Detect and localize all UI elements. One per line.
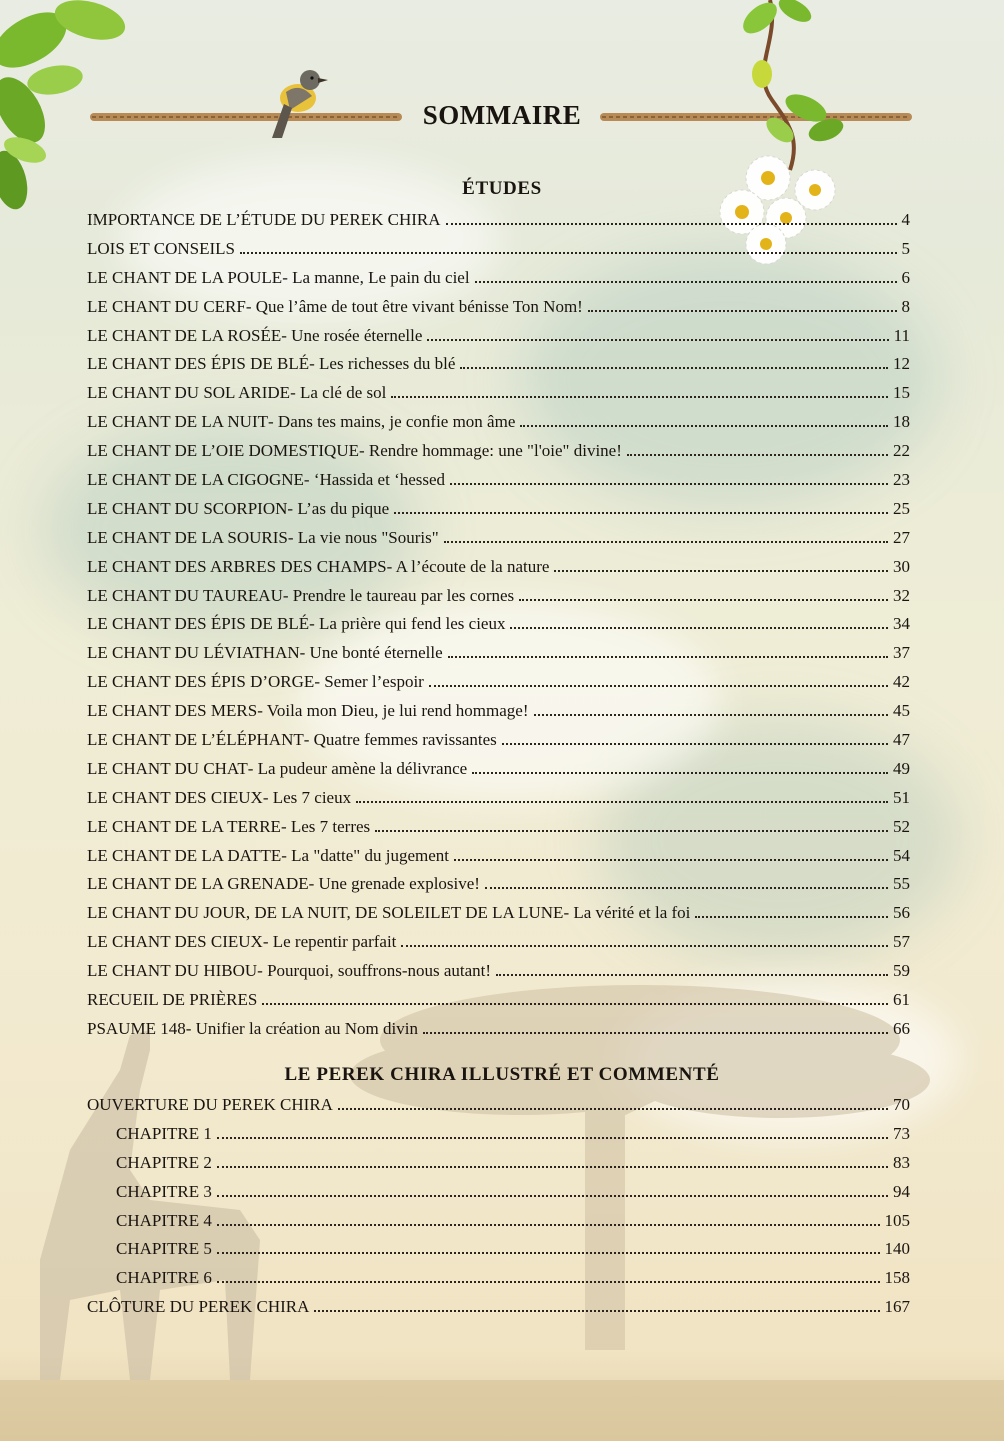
toc-entry-page-number: 30 xyxy=(893,556,910,576)
dot-leader xyxy=(460,367,888,369)
dot-leader xyxy=(217,1137,888,1139)
toc-entry-page-number: 61 xyxy=(893,990,910,1010)
dot-leader xyxy=(217,1281,880,1283)
toc-entry-subtitle: - Une bonté éternelle xyxy=(299,643,443,663)
toc-entry[interactable] xyxy=(87,1268,910,1297)
toc-entry-subtitle: - Dans tes mains, je confie mon âme xyxy=(268,412,516,432)
toc-entry[interactable] xyxy=(87,990,910,1019)
dot-leader xyxy=(375,830,888,832)
toc-entry-title: LE CHANT DES ARBRES DES CHAMPS xyxy=(87,556,387,576)
toc-entry[interactable] xyxy=(87,1095,910,1124)
toc-entry[interactable] xyxy=(87,268,910,297)
toc-entry-page-number: 18 xyxy=(893,412,910,432)
toc-entry-subtitle: - La manne, Le pain du ciel xyxy=(282,267,470,287)
toc-entry[interactable] xyxy=(87,701,910,730)
toc-entry-title: LE CHANT DE LA NUIT xyxy=(87,412,268,432)
toc-entry-page-number: 52 xyxy=(893,816,910,836)
toc-entry[interactable] xyxy=(87,846,910,875)
toc-entry[interactable] xyxy=(87,730,910,759)
toc-entry-page-number: 23 xyxy=(893,470,910,490)
dot-leader xyxy=(627,454,888,456)
toc-entry-page-number: 56 xyxy=(893,903,910,923)
dot-leader xyxy=(510,627,888,629)
toc-entry-page-number: 11 xyxy=(893,325,910,345)
toc-entry-title: PSAUME 148 xyxy=(87,1018,186,1038)
toc-entry-title: LE CHANT DU LÉVIATHAN xyxy=(87,643,300,663)
vine-top-right xyxy=(738,0,847,170)
dot-leader xyxy=(240,252,897,254)
toc-entry-subtitle: - La clé de sol xyxy=(290,383,387,403)
toc-entry-page-number: 94 xyxy=(893,1181,910,1201)
toc-entry[interactable] xyxy=(87,1182,910,1211)
toc-entry-page-number: 105 xyxy=(884,1210,910,1230)
toc-entry[interactable] xyxy=(87,1297,910,1326)
toc-entry-subtitle: - A l’écoute de la nature xyxy=(386,556,550,576)
toc-entry[interactable] xyxy=(87,788,910,817)
dot-leader xyxy=(401,945,888,947)
toc-entry-page-number: 54 xyxy=(893,845,910,865)
toc-entry-subtitle: - La pudeur amène la délivrance xyxy=(247,758,468,778)
toc-entry-page-number: 4 xyxy=(901,210,910,229)
dot-leader xyxy=(217,1195,888,1197)
dot-leader xyxy=(485,887,888,889)
dot-leader xyxy=(695,916,888,918)
toc-entry-title: LOIS ET CONSEILS xyxy=(87,238,235,258)
toc-entry[interactable] xyxy=(87,383,910,412)
toc-entry-title: LE CHANT DE LA TERRE xyxy=(87,816,281,836)
toc-entry[interactable] xyxy=(87,672,910,701)
toc-entry-title: LE CHANT DE LA GRENADE xyxy=(87,874,309,894)
toc-entry-subtitle: - Les 7 terres xyxy=(280,816,371,836)
toc-entry-title: LE CHANT DE L’OIE DOMESTIQUE xyxy=(87,441,359,461)
toc-entry-page-number: 37 xyxy=(893,643,910,663)
dot-leader xyxy=(391,396,888,398)
toc-entry-subtitle: - Quatre femmes ravissantes xyxy=(303,730,497,750)
toc-entry[interactable] xyxy=(87,1211,910,1240)
toc-entry-title: LE CHANT DU TAUREAU xyxy=(87,585,283,605)
dot-leader xyxy=(217,1224,880,1226)
toc-entry-title: LE CHANT DES CIEUX xyxy=(87,787,263,807)
dot-leader xyxy=(448,656,888,658)
toc-entry-title: LE CHANT DU CERF xyxy=(87,296,246,316)
dot-leader xyxy=(217,1166,888,1168)
toc-entry[interactable] xyxy=(87,210,910,239)
page-title: SOMMAIRE xyxy=(422,100,582,130)
dot-leader xyxy=(450,483,888,485)
dot-leader xyxy=(520,425,888,427)
toc-entry-subtitle: - ‘Hassida et ‘hessed xyxy=(303,470,446,490)
toc-entry-title: LE CHANT DE LA ROSÉE xyxy=(87,325,282,345)
toc-entry-page-number: 25 xyxy=(893,498,910,518)
dot-leader xyxy=(338,1108,888,1110)
toc-entry-title: LE CHANT DU JOUR, DE LA NUIT, DE SOLEILET DE LA LUNE xyxy=(87,903,564,923)
dot-leader xyxy=(519,599,888,601)
toc-entry-title: LE CHANT DU SOL ARIDE xyxy=(87,383,291,403)
toc-entry[interactable] xyxy=(87,586,910,615)
toc-entry-title: LE CHANT DE LA SOURIS xyxy=(87,527,288,547)
toc-entry[interactable] xyxy=(87,412,910,441)
toc-entry-page-number: 12 xyxy=(893,354,910,374)
section-heading-perek-chira: LE PEREK CHIRA ILLUSTRÉ ET COMMENTÉ xyxy=(284,1064,720,1085)
toc-entry-page-number: 45 xyxy=(893,701,910,721)
toc-entry-page-number: 66 xyxy=(893,1018,910,1038)
dot-leader xyxy=(394,512,888,514)
toc-entry-subtitle: - Une rosée éternelle xyxy=(281,325,423,345)
section-heading-etudes: ÉTUDES xyxy=(462,178,542,199)
toc-entry-subtitle: - La vérité et la foi xyxy=(563,903,691,923)
toc-entry-page-number: 22 xyxy=(893,441,910,461)
toc-entry-title: CLÔTURE DU PEREK CHIRA xyxy=(87,1297,310,1317)
toc-entry-title: CHAPITRE 2 xyxy=(116,1152,212,1172)
toc-entry-subtitle: - La vie nous "Souris" xyxy=(287,527,439,547)
toc-entry-subtitle: - Le repentir parfait xyxy=(262,932,397,952)
toc-entry-title: CHAPITRE 4 xyxy=(116,1210,212,1230)
dot-leader xyxy=(427,339,888,341)
toc-entry-page-number: 51 xyxy=(893,787,910,807)
toc-entry-page-number: 49 xyxy=(893,758,910,778)
dot-leader xyxy=(446,223,897,225)
toc-entry-subtitle: - Les 7 cieux xyxy=(262,787,352,807)
toc-entry[interactable] xyxy=(87,297,910,326)
toc-entry-subtitle: - Prendre le taureau par les cornes xyxy=(282,585,515,605)
toc-entry-page-number: 158 xyxy=(884,1268,910,1288)
toc-entry-title: LE CHANT DU HIBOU xyxy=(87,961,258,981)
toc-entry-page-number: 32 xyxy=(893,585,910,605)
toc-entry-page-number: 15 xyxy=(893,383,910,403)
toc-entry-subtitle: - Unifier la création au Nom divin xyxy=(185,1018,418,1038)
toc-entry-page-number: 47 xyxy=(893,730,910,750)
dot-leader xyxy=(444,541,888,543)
toc-entry-subtitle: - Que l’âme de tout être vivant bénisse Ton Nom! xyxy=(245,296,583,316)
toc-entry-page-number: 55 xyxy=(893,874,910,894)
dot-leader xyxy=(314,1310,879,1312)
toc-list-etudes xyxy=(87,210,910,1048)
toc-entry[interactable] xyxy=(87,874,910,903)
toc-entry-title: IMPORTANCE DE L’ÉTUDE DU PEREK CHIRA xyxy=(87,210,441,229)
toc-entry[interactable] xyxy=(87,354,910,383)
toc-entry[interactable] xyxy=(87,643,910,672)
toc-entry-subtitle: - Pourquoi, souffrons-nous autant! xyxy=(257,961,492,981)
dot-leader xyxy=(554,570,888,572)
toc-entry-title: LE CHANT DE LA POULE xyxy=(87,267,283,287)
toc-entry-subtitle: - La "datte" du jugement xyxy=(281,845,450,865)
dot-leader xyxy=(588,310,897,312)
toc-entry-page-number: 6 xyxy=(901,267,910,287)
toc-entry[interactable] xyxy=(87,441,910,470)
toc-entry-page-number: 34 xyxy=(893,614,910,634)
toc-entry-subtitle: - La prière qui fend les cieux xyxy=(309,614,506,634)
toc-entry-page-number: 5 xyxy=(901,238,910,258)
toc-entry[interactable] xyxy=(87,470,910,499)
toc-entry-page-number: 167 xyxy=(884,1297,910,1317)
toc-entry-title: LE CHANT DE L’ÉLÉPHANT xyxy=(87,730,304,750)
toc-entry[interactable] xyxy=(87,903,910,932)
toc-entry[interactable] xyxy=(87,1239,910,1268)
toc-entry-subtitle: - Voila mon Dieu, je lui rend hommage! xyxy=(257,701,529,721)
toc-entry-title: LE CHANT DU SCORPION xyxy=(87,498,288,518)
toc-entry-title: CHAPITRE 1 xyxy=(116,1123,212,1143)
toc-entry-subtitle: - Les richesses du blé xyxy=(309,354,456,374)
toc-entry-title: CHAPITRE 6 xyxy=(116,1268,212,1288)
toc-entry-page-number: 27 xyxy=(893,527,910,547)
toc-entry[interactable] xyxy=(87,932,910,961)
toc-entry[interactable] xyxy=(87,961,910,990)
dot-leader xyxy=(502,743,888,745)
toc-entry[interactable] xyxy=(87,528,910,557)
toc-entry-title: LE CHANT DU CHAT xyxy=(87,758,248,778)
toc-entry-title: LE CHANT DES CIEUX xyxy=(87,932,263,952)
toc-entry-title: LE CHANT DES ÉPIS D’ORGE xyxy=(87,672,315,692)
dot-leader xyxy=(217,1252,880,1254)
toc-list-perek-chira xyxy=(87,1095,910,1326)
toc-entry[interactable] xyxy=(87,614,910,643)
toc-entry-page-number: 73 xyxy=(893,1123,910,1143)
toc-entry-page-number: 83 xyxy=(893,1152,910,1172)
toc-entry-title: LE CHANT DES ÉPIS DE BLÉ xyxy=(87,354,310,374)
toc-entry[interactable] xyxy=(87,557,910,586)
dot-leader xyxy=(429,685,888,687)
dot-leader xyxy=(475,281,897,283)
toc-entry-title: LE CHANT DES ÉPIS DE BLÉ xyxy=(87,614,310,634)
toc-entry-subtitle: - Semer l’espoir xyxy=(314,672,424,692)
toc-entry-page-number: 140 xyxy=(884,1239,910,1259)
dot-leader xyxy=(454,859,888,861)
toc-entry-title: LE CHANT DES MERS xyxy=(87,701,258,721)
dot-leader xyxy=(496,974,888,976)
toc-entry[interactable] xyxy=(87,1153,910,1182)
toc-entry[interactable] xyxy=(87,499,910,528)
toc-entry-page-number: 57 xyxy=(893,932,910,952)
toc-entry-title: RECUEIL DE PRIÈRES xyxy=(87,990,258,1010)
toc-entry-title: OUVERTURE DU PEREK CHIRA xyxy=(87,1095,333,1114)
dot-leader xyxy=(356,801,888,803)
toc-entry-title: CHAPITRE 3 xyxy=(116,1181,212,1201)
toc-entry-subtitle: - L’as du pique xyxy=(287,498,390,518)
toc-entry-page-number: 8 xyxy=(901,296,910,316)
toc-entry[interactable] xyxy=(87,1019,910,1048)
toc-entry-subtitle: - Une grenade explosive! xyxy=(308,874,480,894)
toc-entry[interactable] xyxy=(87,759,910,788)
toc-entry-title: LE CHANT DE LA DATTE xyxy=(87,845,282,865)
toc-entry-title: LE CHANT DE LA CIGOGNE xyxy=(87,470,304,490)
toc-entry[interactable] xyxy=(87,1124,910,1153)
dot-leader xyxy=(472,772,888,774)
toc-entry-page-number: 42 xyxy=(893,672,910,692)
toc-entry-subtitle: - Rendre hommage: une "l'oie" divine! xyxy=(358,441,622,461)
toc-entry-page-number: 59 xyxy=(893,961,910,981)
dot-leader xyxy=(262,1003,888,1005)
dot-leader xyxy=(534,714,888,716)
toc-entry-page-number: 70 xyxy=(893,1095,910,1114)
toc-entry[interactable] xyxy=(87,239,910,268)
toc-entry-title: CHAPITRE 5 xyxy=(116,1239,212,1259)
dot-leader xyxy=(423,1032,888,1034)
toc-entry[interactable] xyxy=(87,326,910,355)
toc-entry[interactable] xyxy=(87,817,910,846)
